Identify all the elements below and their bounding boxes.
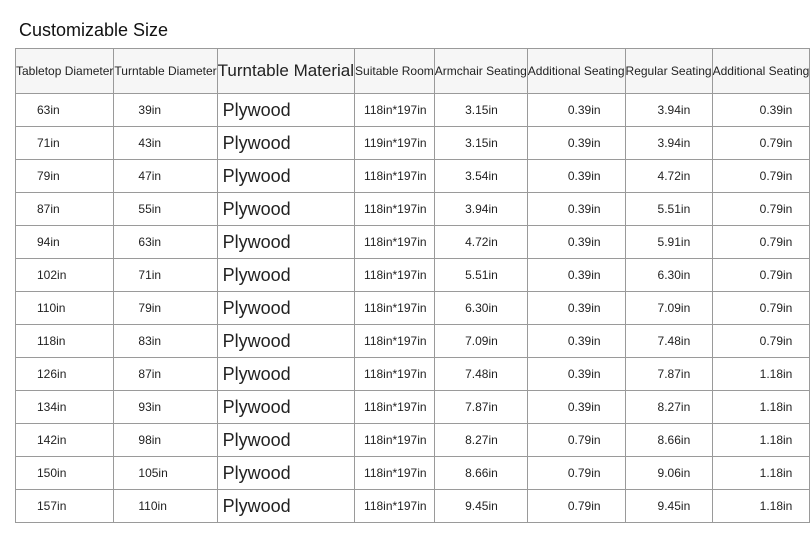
- column-header: Suitable Room: [355, 49, 435, 94]
- column-header: Additional Seating: [527, 49, 625, 94]
- table-cell: 87in: [114, 358, 217, 391]
- table-cell: Plywood: [217, 292, 354, 325]
- table-row: [16, 193, 810, 226]
- table-cell: 47in: [114, 160, 217, 193]
- table-cell: 0.39in: [712, 94, 810, 127]
- table-cell: Plywood: [217, 193, 354, 226]
- table-cell: 63in: [114, 226, 217, 259]
- table-cell: 4.72in: [625, 160, 712, 193]
- table-row: [16, 94, 810, 127]
- table-cell: 134in: [16, 391, 114, 424]
- table-cell: 9.45in: [434, 490, 527, 523]
- table-cell: Plywood: [217, 457, 354, 490]
- table-cell: 0.79in: [712, 127, 810, 160]
- table-cell: 98in: [114, 424, 217, 457]
- table-row: [16, 226, 810, 259]
- table-cell: 102in: [16, 259, 114, 292]
- table-cell: 105in: [114, 457, 217, 490]
- table-cell: 0.79in: [527, 424, 625, 457]
- table-cell: 8.66in: [434, 457, 527, 490]
- table-row: [16, 127, 810, 160]
- table-cell: 4.72in: [434, 226, 527, 259]
- table-cell: 0.39in: [527, 193, 625, 226]
- table-cell: 118in*197in: [355, 325, 435, 358]
- table-cell: 118in*197in: [355, 358, 435, 391]
- table-cell: 3.15in: [434, 94, 527, 127]
- header-row: [16, 49, 810, 94]
- table-cell: 9.06in: [625, 457, 712, 490]
- table-cell: 3.94in: [625, 127, 712, 160]
- table-cell: 3.94in: [434, 193, 527, 226]
- table-cell: 8.27in: [625, 391, 712, 424]
- table-row: [16, 325, 810, 358]
- table-cell: 118in: [16, 325, 114, 358]
- table-row: [16, 259, 810, 292]
- table-cell: 7.09in: [434, 325, 527, 358]
- table-cell: 110in: [16, 292, 114, 325]
- table-cell: 71in: [114, 259, 217, 292]
- table-cell: 0.39in: [527, 325, 625, 358]
- table-row: [16, 490, 810, 523]
- table-cell: 7.09in: [625, 292, 712, 325]
- table-cell: 0.79in: [712, 193, 810, 226]
- table-row: [16, 292, 810, 325]
- table-cell: 0.79in: [712, 325, 810, 358]
- size-table: [15, 48, 810, 523]
- table-cell: Plywood: [217, 127, 354, 160]
- table-cell: 118in*197in: [355, 160, 435, 193]
- page-title: Customizable Size: [19, 20, 169, 40]
- table-cell: Plywood: [217, 490, 354, 523]
- column-header: Tabletop Diameter: [16, 49, 114, 94]
- table-cell: Plywood: [217, 358, 354, 391]
- column-header: Regular Seating: [625, 49, 712, 94]
- table-cell: 119in*197in: [355, 127, 435, 160]
- table-cell: 83in: [114, 325, 217, 358]
- table-cell: 0.39in: [527, 94, 625, 127]
- table-cell: 0.39in: [527, 292, 625, 325]
- table-cell: 6.30in: [434, 292, 527, 325]
- table-cell: 79in: [114, 292, 217, 325]
- table-cell: 0.79in: [712, 160, 810, 193]
- table-cell: 126in: [16, 358, 114, 391]
- table-cell: 0.39in: [527, 226, 625, 259]
- table-cell: 5.51in: [625, 193, 712, 226]
- table-cell: 118in*197in: [355, 226, 435, 259]
- column-header: Armchair Seating: [434, 49, 527, 94]
- table-cell: 118in*197in: [355, 490, 435, 523]
- table-cell: 87in: [16, 193, 114, 226]
- table-cell: 3.15in: [434, 127, 527, 160]
- table-cell: 0.39in: [527, 391, 625, 424]
- table-cell: 118in*197in: [355, 259, 435, 292]
- table-cell: 79in: [16, 160, 114, 193]
- table-cell: Plywood: [217, 391, 354, 424]
- table-cell: 9.45in: [625, 490, 712, 523]
- column-header: Turntable Diameter: [114, 49, 217, 94]
- table-cell: 3.54in: [434, 160, 527, 193]
- table-cell: 39in: [114, 94, 217, 127]
- table-cell: 8.66in: [625, 424, 712, 457]
- table-cell: Plywood: [217, 160, 354, 193]
- table-cell: 7.48in: [434, 358, 527, 391]
- table-cell: 5.51in: [434, 259, 527, 292]
- table-cell: 0.79in: [712, 259, 810, 292]
- table-cell: 55in: [114, 193, 217, 226]
- column-header: Turntable Material: [217, 49, 354, 94]
- table-cell: 0.79in: [527, 490, 625, 523]
- table-cell: 63in: [16, 94, 114, 127]
- table-cell: 1.18in: [712, 424, 810, 457]
- table-cell: 5.91in: [625, 226, 712, 259]
- table-cell: 7.87in: [625, 358, 712, 391]
- table-cell: 118in*197in: [355, 424, 435, 457]
- table-cell: 1.18in: [712, 391, 810, 424]
- table-row: [16, 358, 810, 391]
- table-cell: 93in: [114, 391, 217, 424]
- table-cell: 7.87in: [434, 391, 527, 424]
- table-cell: 118in*197in: [355, 457, 435, 490]
- column-header: Additional Seating: [712, 49, 810, 94]
- table-cell: Plywood: [217, 259, 354, 292]
- table-cell: 7.48in: [625, 325, 712, 358]
- table-row: [16, 457, 810, 490]
- table-cell: 157in: [16, 490, 114, 523]
- table-cell: 71in: [16, 127, 114, 160]
- table-cell: 3.94in: [625, 94, 712, 127]
- table-cell: 94in: [16, 226, 114, 259]
- table-cell: 0.39in: [527, 127, 625, 160]
- table-cell: 118in*197in: [355, 391, 435, 424]
- table-cell: 1.18in: [712, 358, 810, 391]
- table-row: [16, 391, 810, 424]
- table-cell: 142in: [16, 424, 114, 457]
- table-cell: 118in*197in: [355, 94, 435, 127]
- table-cell: Plywood: [217, 424, 354, 457]
- table-cell: 110in: [114, 490, 217, 523]
- table-cell: 1.18in: [712, 457, 810, 490]
- table-cell: 0.39in: [527, 358, 625, 391]
- table-cell: 0.79in: [527, 457, 625, 490]
- table-cell: 43in: [114, 127, 217, 160]
- table-cell: Plywood: [217, 226, 354, 259]
- table-cell: 0.79in: [712, 226, 810, 259]
- table-cell: 150in: [16, 457, 114, 490]
- table-cell: Plywood: [217, 325, 354, 358]
- table-cell: 1.18in: [712, 490, 810, 523]
- table-row: [16, 424, 810, 457]
- table-cell: 8.27in: [434, 424, 527, 457]
- table-cell: 118in*197in: [355, 292, 435, 325]
- table-cell: 0.79in: [712, 292, 810, 325]
- table-cell: 0.39in: [527, 160, 625, 193]
- table-row: [16, 160, 810, 193]
- table-cell: 6.30in: [625, 259, 712, 292]
- table-cell: 118in*197in: [355, 193, 435, 226]
- table-cell: Plywood: [217, 94, 354, 127]
- table-cell: 0.39in: [527, 259, 625, 292]
